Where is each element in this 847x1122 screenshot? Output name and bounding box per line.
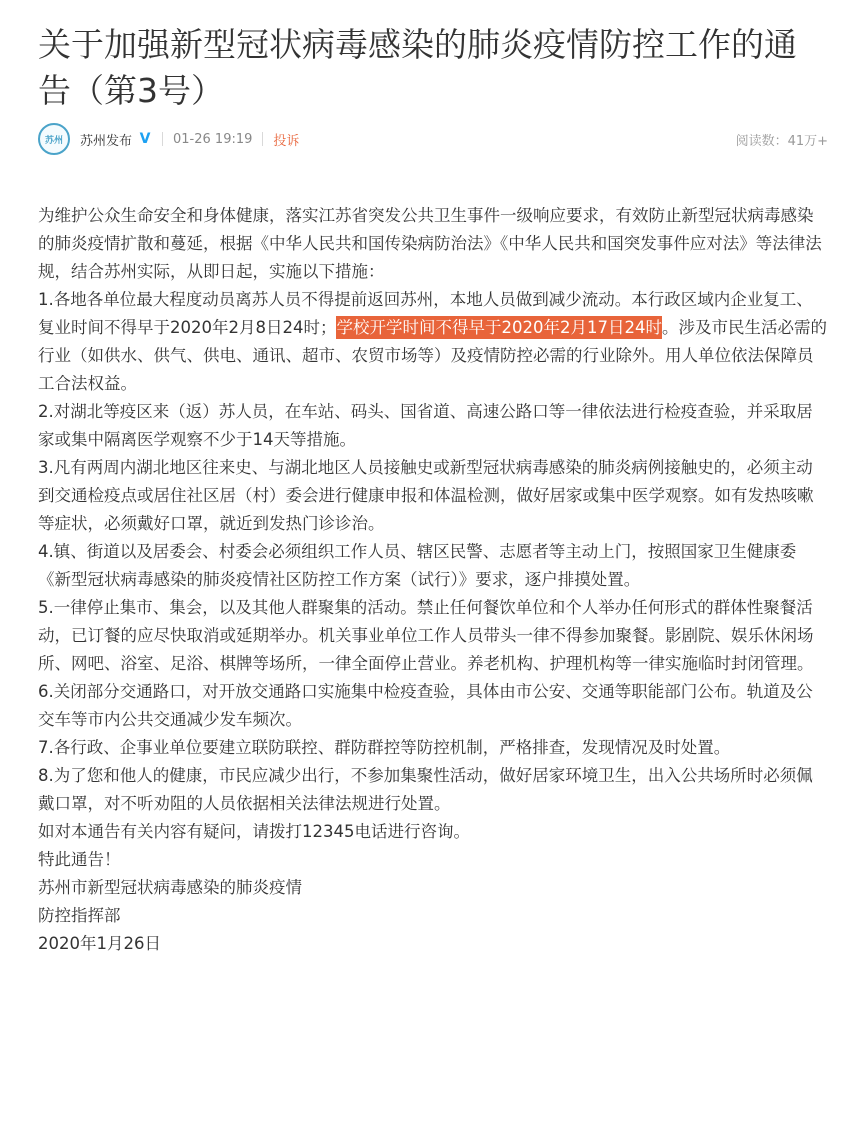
measure-item-7: 7.各行政、企事业单位要建立联防联控、群防群控等防控机制，严格排查，发现情况及时处置。 xyxy=(38,738,731,757)
report-link[interactable]: 投诉 xyxy=(273,133,300,149)
notice-date: 2020年1月26日 xyxy=(38,934,161,953)
avatar-label: 苏州 xyxy=(44,135,63,146)
article-body xyxy=(38,202,828,958)
highlighted-text: 学校开学时间不得早于2020年2月17日24时 xyxy=(336,318,662,337)
closing-line: 特此通告！ xyxy=(38,850,121,869)
item1-text-after: 。涉及市民生活必需的行业（如供水、供气、供电、通讯、超市、农贸市场等）及疫情防控必需的行业除外。用人单位依法保障员工合法权益。 xyxy=(38,318,827,393)
article-meta-bar xyxy=(38,122,828,156)
consult-paragraph: 如对本通告有关内容有疑问，请拨打12345电话进行咨询。 xyxy=(38,822,470,841)
intro-paragraph: 为维护公众生命安全和身体健康，落实江苏省突发公共卫生事件一级响应要求，有效防止新型冠状病毒感染的肺炎疫情扩散和蔓延，根据《中华人民共和国传染病防治法》《中华人民共和国突发事件应对法》等法律法规，结合苏州实际，从即日起，实施以下措施： xyxy=(38,206,822,281)
read-count: 阅读数：41万+ xyxy=(735,133,828,149)
signature-line-2: 防控指挥部 xyxy=(38,906,121,925)
meta-divider xyxy=(262,132,263,146)
meta-divider xyxy=(162,132,163,146)
publish-time: 01-26 19:19 xyxy=(173,131,253,147)
measure-item-6: 6.关闭部分交通路口，对开放交通路口实施集中检疫查验，具体由市公安、交通等职能部门公布。轨道及公交车等市内公共交通减少发车频次。 xyxy=(38,682,813,729)
measure-item-2: 2.对湖北等疫区来（返）苏人员，在车站、码头、国省道、高速公路口等一律依法进行检疫查验，并采取居家或集中隔离医学观察不少于14天等措施。 xyxy=(38,402,813,449)
author-name-link[interactable]: 苏州发布 xyxy=(80,133,133,149)
signature-line-1: 苏州市新型冠状病毒感染的肺炎疫情 xyxy=(38,878,302,897)
measure-item-4: 4.镇、街道以及居委会、村委会必须组织工作人员、辖区民警、志愿者等主动上门，按照国家卫生健康委《新型冠状病毒感染的肺炎疫情社区防控工作方案（试行）》要求，逐户排摸处置。 xyxy=(38,542,797,589)
article-title: 关于加强新型冠状病毒感染的肺炎疫情防控工作的通告（第3号） xyxy=(38,25,797,110)
author-avatar-icon[interactable] xyxy=(38,123,70,155)
measure-item-1 xyxy=(38,286,828,398)
item1-text-before: 1.各地各单位最大程度动员离苏人员不得提前返回苏州，本地人员做到减少流动。本行政区域内企业复工、复业时间不得早于2020年2月8日24时； xyxy=(38,290,813,337)
measure-item-8: 8.为了您和他人的健康，市民应减少出行，不参加集聚性活动，做好居家环境卫生，出入公共场所时必须佩戴口罩，对不听劝阻的人员依据相关法律法规进行处置。 xyxy=(38,766,813,813)
measure-item-5: 5.一律停止集市、集会，以及其他人群聚集的活动。禁止任何餐饮单位和个人举办任何形式的群体性聚餐活动，已订餐的应尽快取消或延期举办。机关事业单位工作人员带头一律不得参加聚餐。影剧院、娱乐休闲场所、网吧、浴室、足浴、棋牌等场所，一律全面停止营业。养老机构、护理机构等一律实施临时封闭管理。 xyxy=(38,598,814,673)
measure-item-3: 3.凡有两周内湖北地区往来史、与湖北地区人员接触史或新型冠状病毒感染的肺炎病例接触史的，必须主动到交通检疫点或居住社区居（村）委会进行健康申报和体温检测，做好居家或集中医学观察。如有发热咳嗽等症状，必须戴好口罩，就近到发热门诊诊治。 xyxy=(38,458,814,533)
verified-badge-icon: V xyxy=(139,131,151,147)
